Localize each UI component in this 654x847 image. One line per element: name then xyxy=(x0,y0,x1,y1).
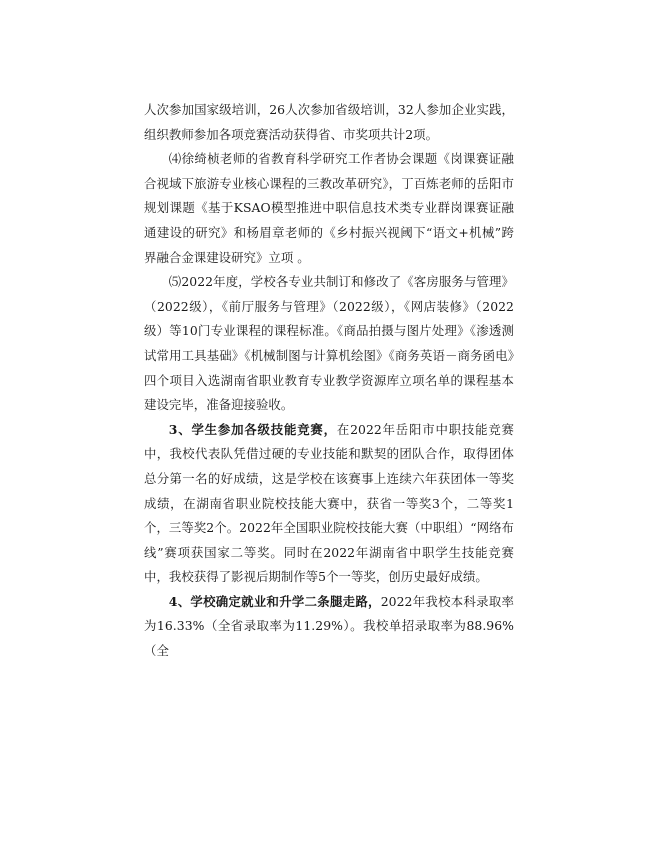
paragraph-section-3 xyxy=(144,418,514,590)
paragraph-text: ⑸2022年度，学校各专业共制订和修改了《客房服务与管理》（2022级），《前厅服务与管理》（2022级），《网店装修》（2022级）等10门专业课程的课程标准。《商品拍摄与图片处理》《渗透测试常用工具基础》《机械制图与计算机绘图》《商务英语－商务函电》四个项目入选湖南省职业教育专业教学资源库立项名单的课程基本建设完毕，准备迎接验收。 xyxy=(144,274,514,413)
paragraph-text: ⑷徐绮桢老师的省教育科学研究工作者协会课题《岗课赛证融合视域下旅游专业核心课程的三教改革研究》，丁百炼老师的岳阳市规划课题《基于KSAO模型推进中职信息技术类专业群岗课赛证融通建设的研究》和杨眉章老师的《乡村振兴视阈下“语文+机械”跨界融合金课建设研究》立项 。 xyxy=(144,151,514,265)
document-body xyxy=(144,98,514,664)
paragraph-item-4 xyxy=(144,147,514,270)
paragraph-text: 人次参加国家级培训，26人次参加省级培训，32人参加企业实践，组织教师参加各项竞赛活动获得省、市奖项共计2项。 xyxy=(144,102,514,142)
paragraph-text: 在2022年岳阳市中职技能竞赛中，我校代表队凭借过硬的专业技能和默契的团队合作，取得团体总分第一名的好成绩，这是学校在该赛事上连续六年获团体一等奖成绩，在湖南省职业院校技能大赛中，获省一等奖3个，二等奖1个，三等奖2个。2022年全国职业院校技能大赛（中职组）“网络布线”赛项获国家二等奖。同时在2022年湖南省中职学生技能竞赛中，我校获得了影视后期制作等5个一等奖，创历史最好成绩。 xyxy=(144,421,514,585)
section-heading: 3、学生参加各级技能竞赛， xyxy=(168,421,337,437)
paragraph-text: 2022年我校本科录取率为16.33%（全省录取率为11.29%）。我校单招录取率为88.96%（全 xyxy=(144,593,514,659)
paragraph-continuation xyxy=(144,98,514,147)
section-heading: 4、学校确定就业和升学二条腿走路， xyxy=(168,593,381,609)
paragraph-item-5 xyxy=(144,270,514,418)
paragraph-section-4 xyxy=(144,590,514,664)
